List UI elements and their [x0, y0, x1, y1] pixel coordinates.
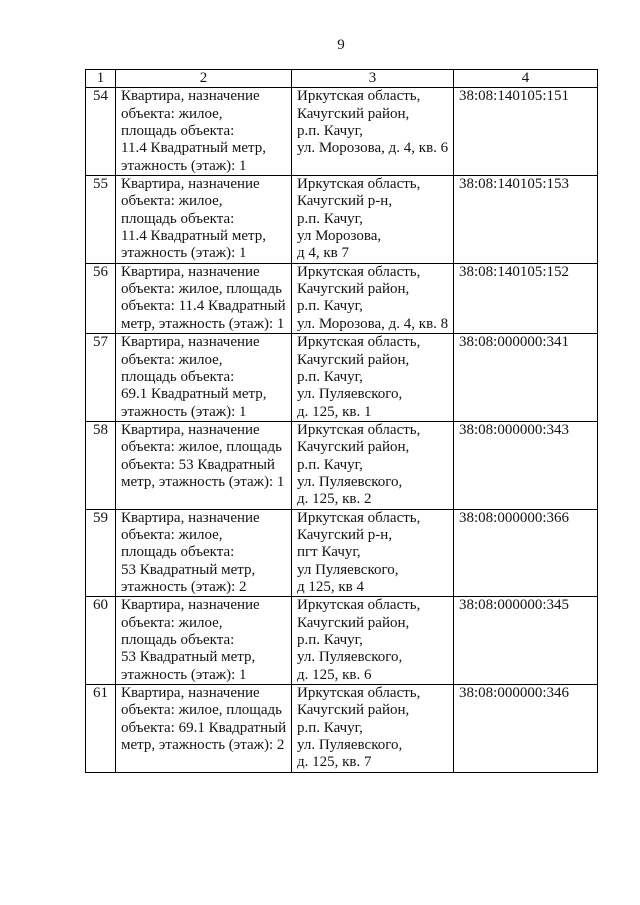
row-number: 58: [93, 421, 108, 438]
cadastral-number: 38:08:000000:343: [459, 421, 570, 438]
description-cell: [116, 263, 292, 333]
cadastral-number: 38:08:140105:153: [459, 176, 570, 193]
description-line: Квартира, назначение: [121, 685, 260, 702]
address-line: ул. Морозова, д. 4, кв. 6: [297, 140, 449, 157]
address-line: Качугский район,: [297, 105, 410, 122]
header-col-4: 4: [454, 70, 598, 88]
row-number: 61: [93, 685, 108, 702]
description-line: площадь объекта:: [121, 123, 235, 140]
address-line: Иркутская область,: [297, 176, 421, 193]
description-line: этажность (этаж): 2: [121, 578, 247, 595]
address-line: р.п. Качуг,: [297, 368, 363, 385]
header-col-3: 3: [292, 70, 454, 88]
description-line: объекта: жилое, площадь: [121, 702, 282, 719]
description-line: объекта: 69.1 Квадратный: [121, 719, 287, 736]
address-line: р.п. Качуг,: [297, 298, 363, 315]
row-number-cell: [86, 685, 116, 773]
row-number: 55: [93, 176, 108, 193]
description-line: метр, этажность (этаж): 1: [121, 473, 285, 490]
row-number-cell: [86, 597, 116, 685]
table-row: [86, 685, 598, 773]
cadastral-number-cell: [454, 334, 598, 422]
description-line: метр, этажность (этаж): 1: [121, 315, 285, 332]
description-cell: [116, 597, 292, 685]
address-line: пгт Качуг,: [297, 544, 361, 561]
cadastral-number: 38:08:000000:346: [459, 685, 570, 702]
cadastral-number: 38:08:000000:366: [459, 509, 570, 526]
address-cell: [292, 263, 454, 333]
address-line: ул. Пуляевского,: [297, 737, 403, 754]
cadastral-number-cell: [454, 263, 598, 333]
description-line: объекта: жилое, площадь: [121, 439, 282, 456]
description-line: этажность (этаж): 1: [121, 245, 247, 262]
cadastral-number-cell: [454, 597, 598, 685]
table-row: [86, 597, 598, 685]
description-cell: [116, 176, 292, 264]
address-line: д. 125, кв. 6: [297, 666, 372, 683]
address-line: ул Морозова,: [297, 228, 382, 245]
table-row: [86, 176, 598, 264]
address-line: р.п. Качуг,: [297, 210, 363, 227]
table-row: [86, 263, 598, 333]
description-cell: [116, 334, 292, 422]
address-line: ул. Морозова, д. 4, кв. 8: [297, 315, 449, 332]
description-line: объекта: жилое,: [121, 526, 223, 543]
description-line: объекта: жилое,: [121, 105, 223, 122]
address-line: Качугский р-н,: [297, 526, 393, 543]
description-line: площадь объекта:: [121, 544, 235, 561]
address-line: Качугский район,: [297, 702, 410, 719]
description-cell: [116, 88, 292, 176]
address-line: ул Пуляевского,: [297, 561, 399, 578]
address-line: Иркутская область,: [297, 421, 421, 438]
description-line: объекта: жилое,: [121, 614, 223, 631]
description-line: 53 Квадратный метр,: [121, 649, 256, 666]
description-line: Квартира, назначение: [121, 334, 260, 351]
description-line: этажность (этаж): 1: [121, 403, 247, 420]
row-number: 60: [93, 597, 108, 614]
address-line: Иркутская область,: [297, 509, 421, 526]
address-cell: [292, 88, 454, 176]
address-cell: [292, 421, 454, 509]
address-line: д. 125, кв. 2: [297, 491, 372, 508]
cadastral-number-cell: [454, 509, 598, 597]
description-cell: [116, 685, 292, 773]
description-line: этажность (этаж): 1: [121, 157, 247, 174]
row-number-cell: [86, 263, 116, 333]
address-cell: [292, 334, 454, 422]
address-line: Качугский район,: [297, 614, 410, 631]
page-number: 9: [337, 37, 345, 53]
table-body: [86, 88, 598, 772]
cadastral-number: 38:08:140105:151: [459, 88, 570, 105]
description-line: объекта: жилое, площадь: [121, 281, 282, 298]
row-number-cell: [86, 88, 116, 176]
description-line: площадь объекта:: [121, 210, 235, 227]
address-line: р.п. Качуг,: [297, 123, 363, 140]
description-line: площадь объекта:: [121, 368, 235, 385]
row-number-cell: [86, 334, 116, 422]
cadastral-number-cell: [454, 176, 598, 264]
address-line: д 4, кв 7: [297, 245, 350, 262]
table-row: [86, 509, 598, 597]
table-row: [86, 421, 598, 509]
description-line: Квартира, назначение: [121, 176, 260, 193]
description-line: 11.4 Квадратный метр,: [121, 228, 266, 245]
address-cell: [292, 176, 454, 264]
address-cell: [292, 597, 454, 685]
row-number-cell: [86, 176, 116, 264]
table-row: [86, 88, 598, 176]
address-line: Качугский р-н,: [297, 193, 393, 210]
row-number-cell: [86, 421, 116, 509]
address-line: Качугский район,: [297, 439, 410, 456]
description-line: объекта: жилое,: [121, 351, 223, 368]
table-row: [86, 334, 598, 422]
description-line: 53 Квадратный метр,: [121, 561, 256, 578]
description-line: 69.1 Квадратный метр,: [121, 386, 267, 403]
address-line: Иркутская область,: [297, 334, 421, 351]
header-col-1: 1: [86, 70, 116, 88]
row-number: 59: [93, 509, 108, 526]
address-cell: [292, 509, 454, 597]
row-number-cell: [86, 509, 116, 597]
description-line: объекта: 11.4 Квадратный: [121, 298, 286, 315]
address-line: ул. Пуляевского,: [297, 649, 403, 666]
description-line: площадь объекта:: [121, 632, 235, 648]
address-line: р.п. Качуг,: [297, 456, 363, 473]
description-cell: [116, 509, 292, 597]
description-line: Квартира, назначение: [121, 421, 260, 438]
address-line: Качугский район,: [297, 351, 410, 368]
address-line: ул. Пуляевского,: [297, 386, 403, 403]
cadastral-number-cell: [454, 685, 598, 773]
address-line: Иркутская область,: [297, 88, 421, 105]
address-cell: [292, 685, 454, 773]
cadastral-number: 38:08:000000:345: [459, 597, 570, 614]
cadastral-number: 38:08:000000:341: [459, 334, 570, 351]
address-line: Иркутская область,: [297, 597, 421, 614]
address-line: д 125, кв 4: [297, 578, 365, 595]
address-line: Иркутская область,: [297, 685, 421, 702]
address-line: Иркутская область,: [297, 263, 421, 280]
address-line: р.п. Качуг,: [297, 632, 363, 648]
description-line: Квартира, назначение: [121, 263, 260, 280]
property-table: [85, 69, 598, 773]
description-line: объекта: 53 Квадратный: [121, 456, 275, 473]
description-line: метр, этажность (этаж): 2: [121, 737, 285, 754]
cadastral-number: 38:08:140105:152: [459, 263, 570, 280]
cadastral-number-cell: [454, 421, 598, 509]
description-line: 11.4 Квадратный метр,: [121, 140, 266, 157]
address-line: Качугский район,: [297, 281, 410, 298]
address-line: д. 125, кв. 1: [297, 403, 372, 420]
address-line: ул. Пуляевского,: [297, 473, 403, 490]
description-cell: [116, 421, 292, 509]
address-line: д. 125, кв. 7: [297, 754, 372, 771]
table-header-row: [86, 70, 598, 88]
cadastral-number-cell: [454, 88, 598, 176]
description-line: Квартира, назначение: [121, 597, 260, 614]
description-line: Квартира, назначение: [121, 509, 260, 526]
header-col-2: 2: [116, 70, 292, 88]
description-line: объекта: жилое,: [121, 193, 223, 210]
row-number: 54: [93, 88, 108, 105]
address-line: р.п. Качуг,: [297, 719, 363, 736]
row-number: 57: [93, 334, 108, 351]
description-line: Квартира, назначение: [121, 88, 260, 105]
description-line: этажность (этаж): 1: [121, 666, 247, 683]
row-number: 56: [93, 263, 108, 280]
